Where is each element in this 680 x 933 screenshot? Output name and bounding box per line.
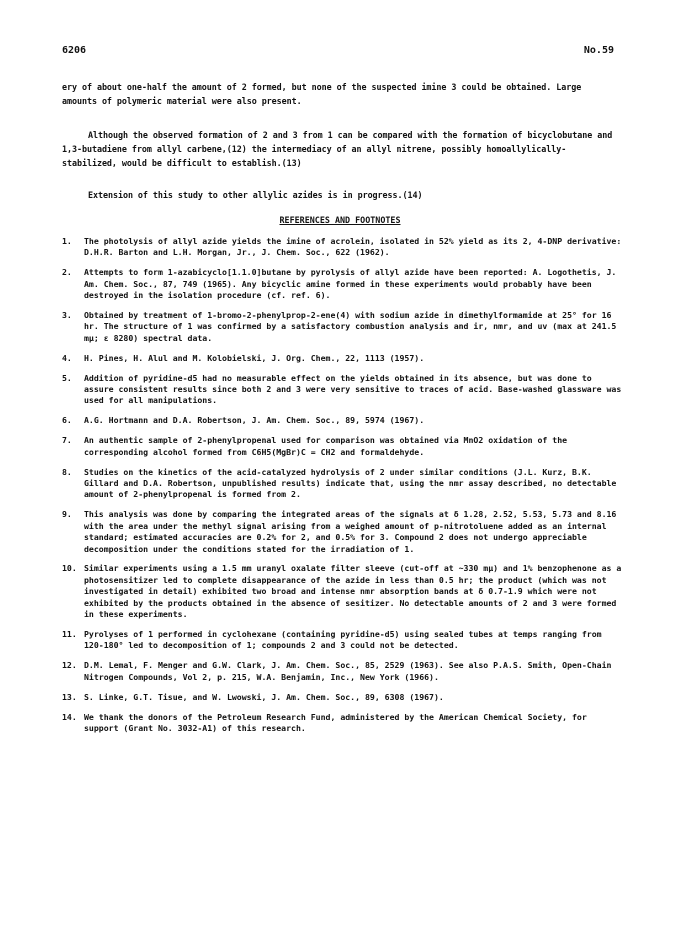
reference-number: 11. bbox=[62, 628, 77, 639]
reference-item bbox=[62, 353, 622, 364]
reference-item bbox=[62, 467, 622, 501]
reference-number: 13. bbox=[62, 691, 77, 702]
reference-text: Obtained by treatment of 1-bromo-2-phenylprop-2-ene(4) with sodium azide in dimethylformamide at 25° for 16 hr. The structure of 1 was confirmed by a satisfactory combustion analysis and ir, nmr, and uv (max at 241.5 mμ; ε 8280) spectral data. bbox=[84, 310, 617, 343]
reference-number: 1. bbox=[62, 236, 72, 246]
reference-number: 10. bbox=[62, 563, 77, 574]
reference-text: We thank the donors of the Petroleum Research Fund, administered by the American Chemical Society, for support (Grant No. 3032-A1) of this research. bbox=[84, 711, 587, 733]
reference-number: 2. bbox=[62, 267, 72, 278]
reference-text: Similar experiments using a 1.5 mm uranyl oxalate filter sleeve (cut-off at ~330 mμ) and 1% benzophenone as a photosensitizer led to complete disappearance of the azide in less than 0.5 hr; the product (which was not investigated in detail) exhibited two broad and intense nmr absorption bands at δ 0.7-1.9 which were not exhibited by the products obtained in the absence of sesitizer. No detectable amounts of 2 and 3 were formed in these experiments. bbox=[84, 563, 622, 620]
paragraph-1: ery of about one-half the amount of 2 formed, but none of the suspected imine 3 could be obtained. Large amounts of polymeric material were also present. bbox=[62, 82, 582, 106]
reference-item bbox=[62, 660, 622, 683]
reference-text: The photolysis of allyl azide yields the imine of acrolein, isolated in 52% yield as its 2, 4-DNP derivative: D.H.R. Barton and L.H. Morgan, Jr., J. Chem. Soc., 622 (1962). bbox=[84, 236, 622, 258]
reference-text: Pyrolyses of 1 performed in cyclohexane (containing pyridine-d5) using sealed tubes at temps ranging from 120-180° led to decomposition of 1; compounds 2 and 3 could not be detected. bbox=[84, 628, 602, 651]
reference-item bbox=[62, 310, 622, 344]
reference-number: 14. bbox=[62, 711, 77, 722]
issue-number: No.59 bbox=[583, 45, 614, 56]
reference-text: H. Pines, H. Alul and M. Kolobielski, J. Org. Chem., 22, 1113 (1957). bbox=[84, 352, 425, 363]
reference-text: Attempts to form 1-azabicyclo[1.1.0]butane by pyrolysis of allyl azide have been reported: A. Logothetis, J. Am. Chem. Soc., 87, 749 (1965). Any bicyclic amine formed in these experiments would probably have been destroyed in the isolation procedure (cf. ref. 6). bbox=[84, 267, 617, 301]
reference-text: An authentic sample of 2-phenylpropenal used for comparison was obtained via MnO2 oxidation of the corresponding alcohol formed from C6H5(MgBr)C = CH2 and formaldehyde. bbox=[84, 435, 568, 457]
paragraph-3: Extension of this study to other allylic azides is in progress.(14) bbox=[88, 190, 423, 200]
reference-item bbox=[62, 712, 622, 735]
reference-number: 9. bbox=[62, 509, 72, 520]
page-number: 6206 bbox=[62, 45, 87, 56]
reference-text: S. Linke, G.T. Tisue, and W. Lwowski, J. Am. Chem. Soc., 89, 6308 (1967). bbox=[84, 691, 444, 702]
paragraph-2: Although the observed formation of 2 and 3 from 1 can be compared with the formation of bicyclobutane and 1,3-butadiene from allyl carbene,(12) the intermediacy of an allyl nitrene, possibly homoallylically-stabilized, would be difficult to establish.(13) bbox=[62, 130, 613, 168]
reference-number: 6. bbox=[62, 415, 72, 426]
reference-item bbox=[62, 236, 622, 259]
reference-text: A.G. Hortmann and D.A. Robertson, J. Am. Chem. Soc., 89, 5974 (1967). bbox=[84, 415, 425, 426]
section-title: REFERENCES AND FOOTNOTES bbox=[279, 215, 401, 225]
reference-text: Addition of pyridine-d5 had no measurable effect on the yields obtained in its absence, but was done to assure consistent results since both 2 and 3 were very sensitive to traces of acid. Base-washed glassware was used for all manipulations. bbox=[84, 372, 622, 406]
reference-item bbox=[62, 629, 622, 652]
reference-item bbox=[62, 435, 622, 458]
reference-number: 8. bbox=[62, 466, 72, 477]
reference-number: 7. bbox=[62, 435, 72, 446]
reference-number: 4. bbox=[62, 352, 72, 363]
reference-item bbox=[62, 373, 622, 407]
reference-number: 12. bbox=[62, 660, 77, 671]
reference-item bbox=[62, 563, 622, 620]
reference-text: This analysis was done by comparing the integrated areas of the signals at δ 1.28, 2.52, 5.53, 5.73 and 8.16 with the area under the methyl signal arising from a weighed amount of p-nitrotoluene added as an internal standard; estimated accuracies are 0.2% for 2, and 0.5% for 3. Compound 2 does not undergo appreciable decomposition under the conditions stated for the irradiation of 1. bbox=[84, 509, 617, 554]
reference-item bbox=[62, 415, 622, 426]
reference-item bbox=[62, 267, 622, 301]
reference-text: Studies on the kinetics of the acid-catalyzed hydrolysis of 2 under similar conditions (J.L. Kurz, B.K. Gillard and D.A. Robertson, unpublished results) indicate that, using the nmr assay described, no detectable amount of 2-phenylpropenal is formed from 2. bbox=[84, 466, 617, 500]
reference-number: 3. bbox=[62, 310, 72, 321]
references-list bbox=[62, 236, 622, 743]
reference-item bbox=[62, 509, 622, 555]
reference-item bbox=[62, 692, 622, 703]
reference-number: 5. bbox=[62, 372, 72, 383]
reference-text: D.M. Lemal, F. Menger and G.W. Clark, J. Am. Chem. Soc., 85, 2529 (1963). See also P.A.S. Smith, Open-Chain Nitrogen Compounds, Vol 2, p. 215, W.A. Benjamin, Inc., New York (1966). bbox=[84, 660, 612, 682]
